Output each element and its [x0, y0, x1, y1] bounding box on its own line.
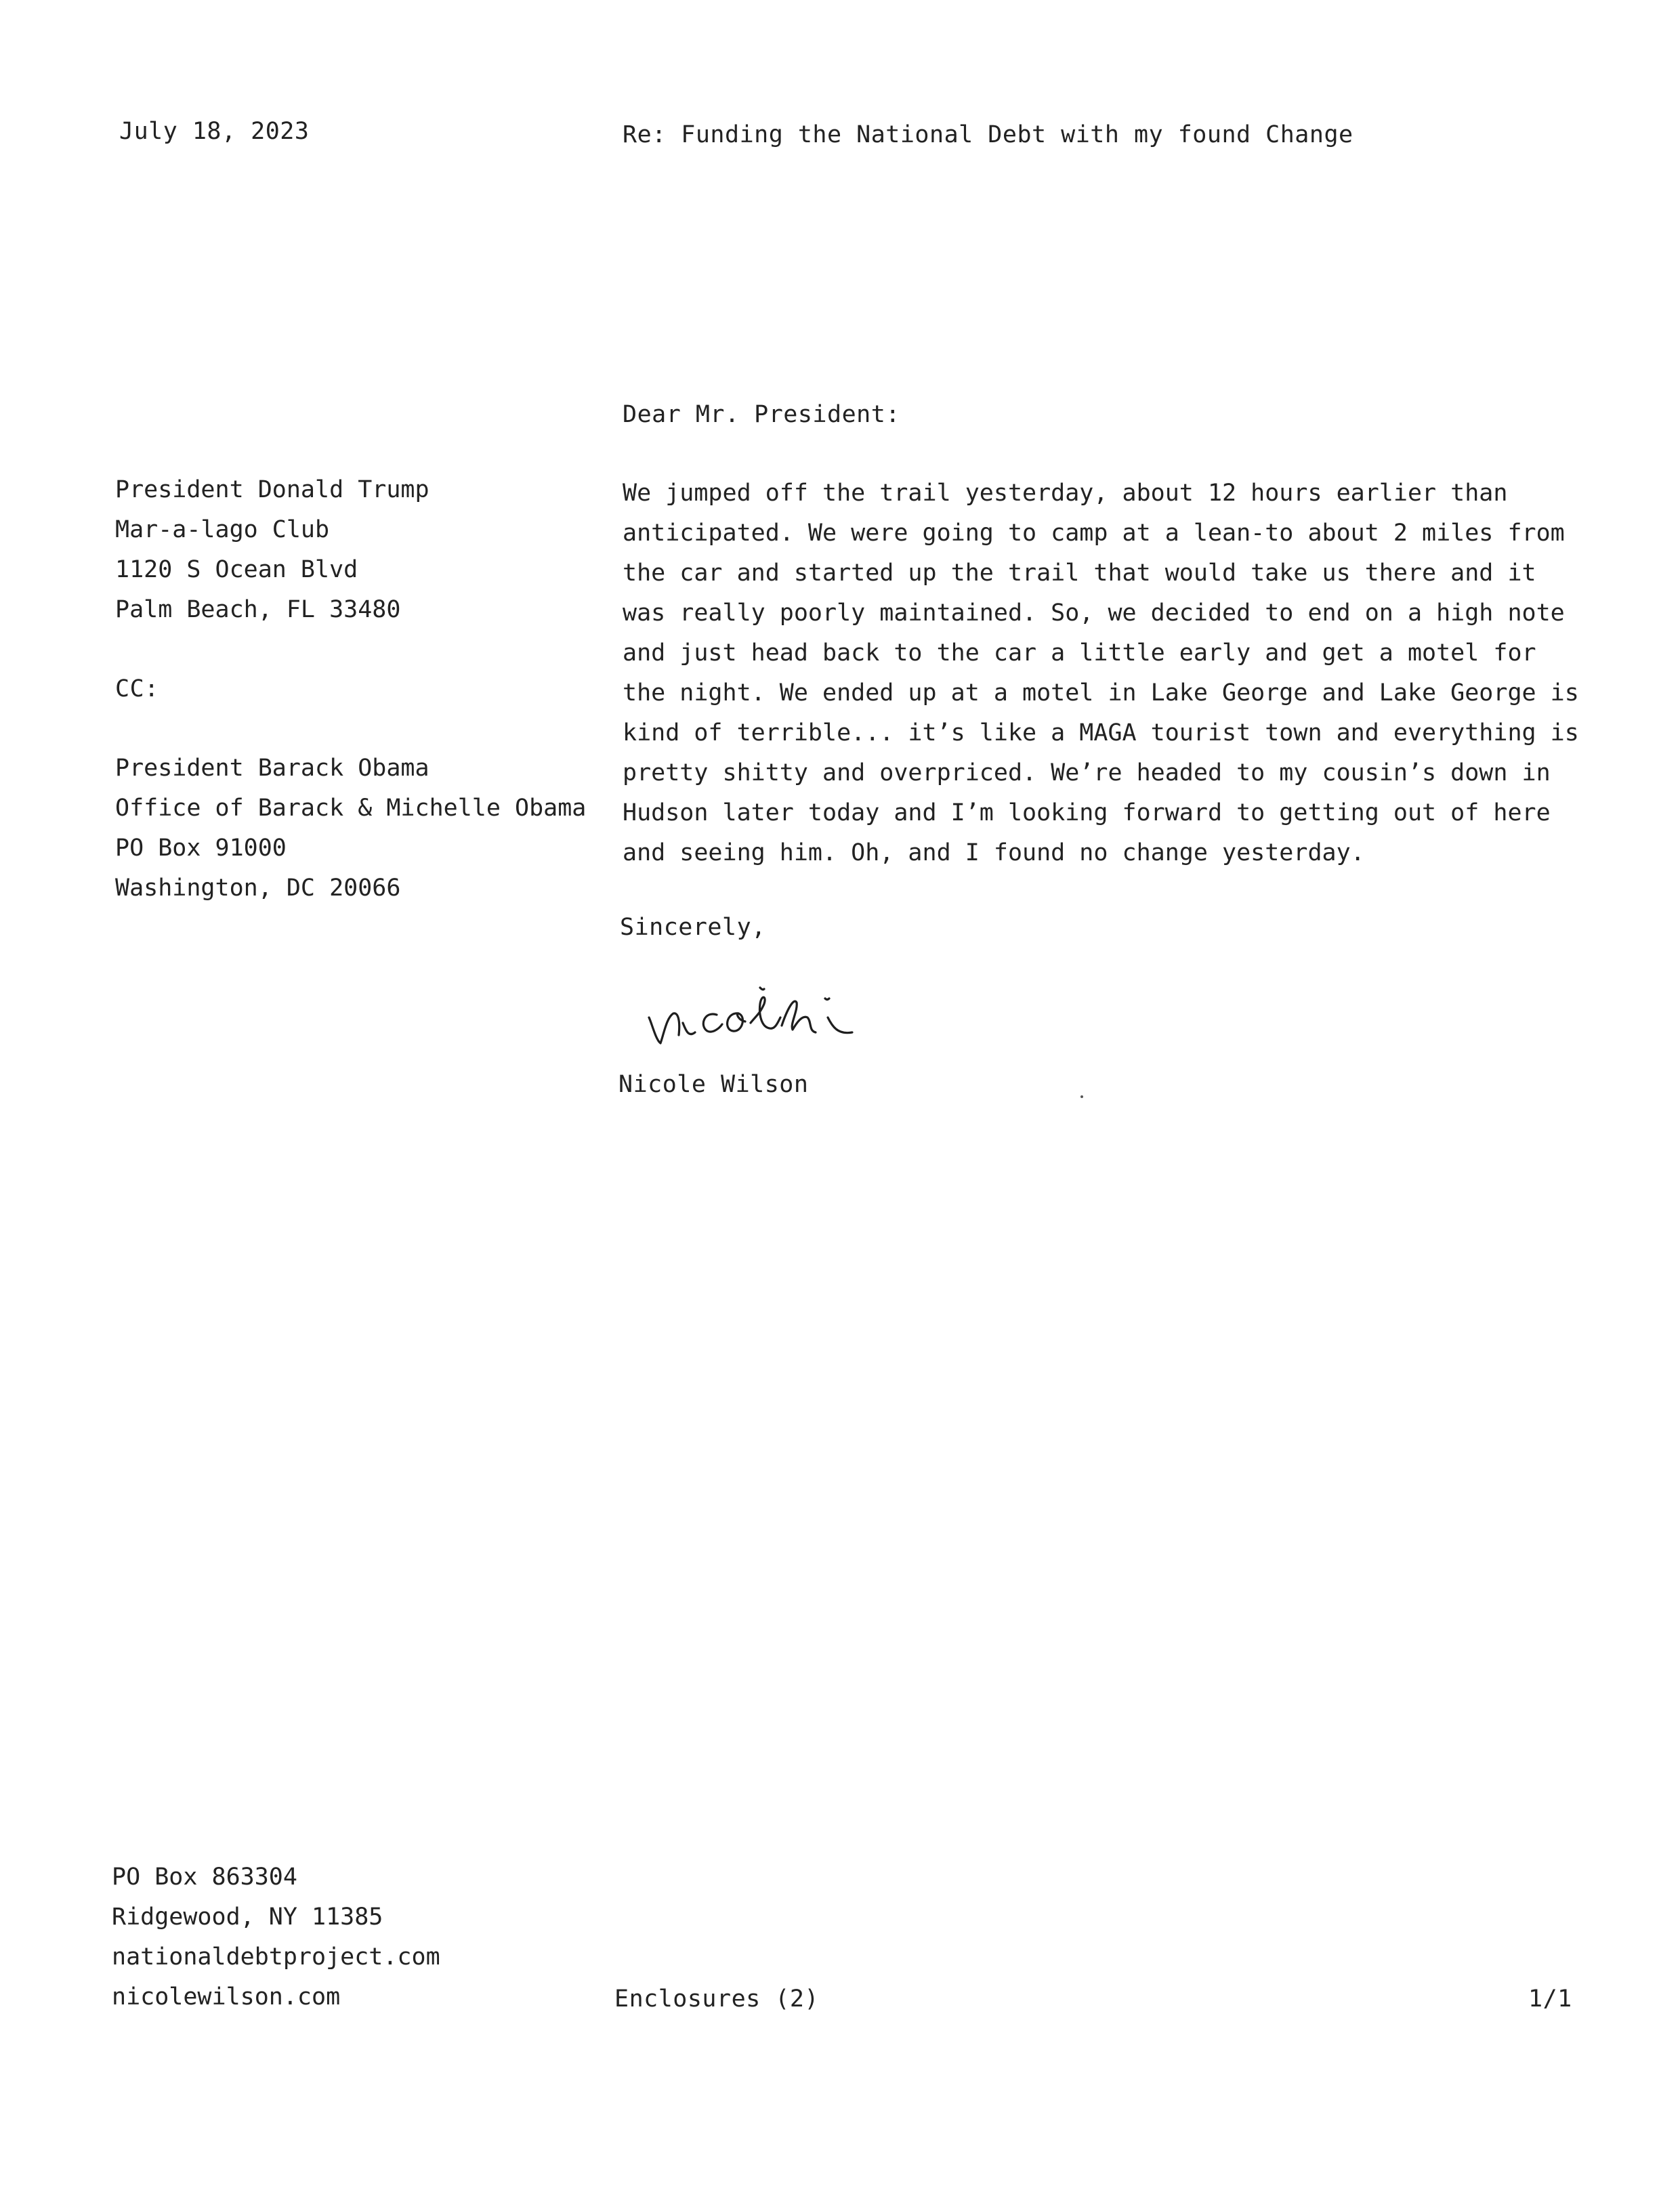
recipient-line: 1120 S Ocean Blvd [115, 556, 358, 583]
recipient-line: President Donald Trump [115, 476, 429, 503]
sender-website-link[interactable]: nicolewilson.com [112, 1983, 341, 2011]
cc-address [115, 749, 586, 908]
sender-website-link[interactable]: nationaldebtproject.com [112, 1943, 440, 1971]
body-line: the night. We ended up at a motel in Lake George and Lake George is [623, 679, 1579, 707]
salutation: Dear Mr. President: [623, 401, 900, 428]
cc-line: President Barack Obama [115, 755, 429, 782]
cc-line: Washington, DC 20066 [115, 875, 401, 902]
scan-speck [1080, 1095, 1083, 1098]
letter-date: July 18, 2023 [119, 118, 310, 145]
body-line: Hudson later today and I’m looking forward to getting out of here [623, 799, 1551, 826]
cc-label: CC: [115, 675, 159, 702]
letter-body [623, 474, 1584, 873]
letter-subject: Re: Funding the National Debt with my found Change [623, 121, 1353, 148]
page-number: 1/1 [1528, 1985, 1572, 2013]
sender-address-line: PO Box 863304 [112, 1864, 297, 1891]
cc-line: PO Box 91000 [115, 835, 287, 862]
signer-name: Nicole Wilson [618, 1071, 809, 1098]
recipient-line: Palm Beach, FL 33480 [115, 596, 401, 623]
body-line: pretty shitty and overpriced. We’re headed to my cousin’s down in [623, 759, 1551, 786]
sender-address-line: Ridgewood, NY 11385 [112, 1903, 383, 1931]
handwritten-signature [637, 975, 969, 1057]
body-line: the car and started up the trail that would take us there and it [623, 560, 1536, 587]
cc-line: Office of Barack & Michelle Obama [115, 795, 587, 822]
closing: Sincerely, [620, 914, 766, 941]
sender-address [112, 1857, 440, 2017]
body-line: was really poorly maintained. So, we decided to end on a high note [623, 599, 1565, 627]
body-line: kind of terrible... it’s like a MAGA tourist town and everything is [623, 719, 1579, 746]
body-line: anticipated. We were going to camp at a lean-to about 2 miles from [623, 520, 1565, 547]
body-line: and just head back to the car a little early and get a motel for [623, 639, 1536, 667]
recipient-address [115, 470, 429, 630]
body-line: We jumped off the trail yesterday, about 12 hours earlier than [623, 480, 1508, 507]
body-line: and seeing him. Oh, and I found no change yesterday. [623, 839, 1365, 866]
recipient-line: Mar-a-lago Club [115, 516, 330, 543]
enclosures-note: Enclosures (2) [614, 1985, 820, 2013]
